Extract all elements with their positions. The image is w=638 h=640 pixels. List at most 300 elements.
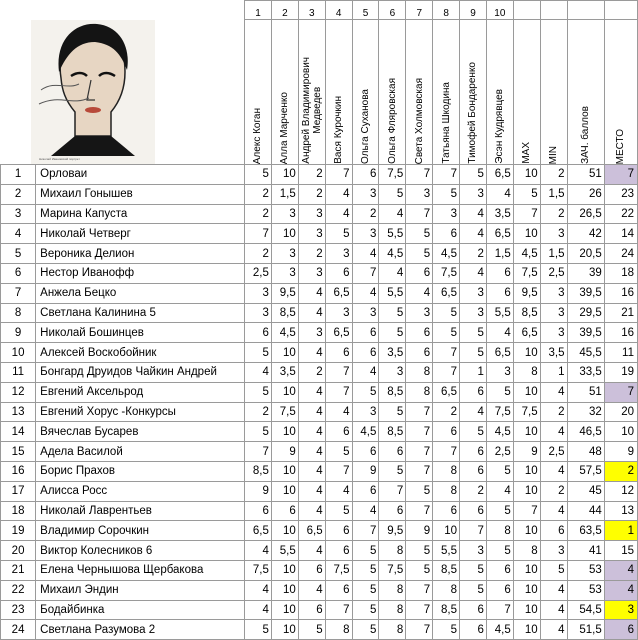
score-cell[interactable]: 10 <box>513 224 540 244</box>
score-cell[interactable]: 5 <box>245 382 272 402</box>
score-cell[interactable]: 3 <box>325 244 352 264</box>
score-cell[interactable]: 8 <box>513 541 540 561</box>
score-cell[interactable]: 2 <box>540 204 567 224</box>
score-cell[interactable]: 3 <box>325 303 352 323</box>
score-cell[interactable]: 10 <box>513 620 540 640</box>
score-cell[interactable]: 7 <box>433 165 460 185</box>
name-cell[interactable]: Евгений Хорус -Конкурсы <box>36 402 245 422</box>
score-cell[interactable]: 5 <box>406 224 433 244</box>
score-cell[interactable]: 4,5 <box>486 620 513 640</box>
score-cell[interactable]: 7,5 <box>513 263 540 283</box>
place-cell[interactable]: 4 <box>604 560 637 580</box>
score-cell[interactable]: 3 <box>352 184 379 204</box>
score-cell[interactable]: 6 <box>406 323 433 343</box>
score-cell[interactable]: 1 <box>540 362 567 382</box>
score-cell[interactable]: 3 <box>271 204 298 224</box>
row-number-cell[interactable]: 24 <box>1 620 36 640</box>
score-cell[interactable]: 4 <box>540 501 567 521</box>
score-cell[interactable]: 10 <box>271 560 298 580</box>
row-number-cell[interactable]: 17 <box>1 481 36 501</box>
score-cell[interactable]: 5 <box>460 343 487 363</box>
score-cell[interactable]: 3 <box>379 362 406 382</box>
score-cell[interactable]: 4 <box>298 580 325 600</box>
score-cell[interactable]: 5 <box>433 303 460 323</box>
score-cell[interactable]: 3 <box>540 323 567 343</box>
score-cell[interactable]: 7 <box>352 521 379 541</box>
score-cell[interactable]: 6 <box>352 165 379 185</box>
score-cell[interactable]: 4 <box>298 481 325 501</box>
score-cell[interactable]: 10 <box>271 165 298 185</box>
score-cell[interactable]: 10 <box>271 600 298 620</box>
score-cell[interactable]: 8,5 <box>433 560 460 580</box>
score-cell[interactable]: 4 <box>298 541 325 561</box>
score-cell[interactable]: 4 <box>298 501 325 521</box>
score-cell[interactable]: 2 <box>298 362 325 382</box>
score-cell[interactable]: 5 <box>460 165 487 185</box>
score-cell[interactable]: 10 <box>271 620 298 640</box>
score-cell[interactable]: 5 <box>486 541 513 561</box>
score-cell[interactable]: 3 <box>460 283 487 303</box>
row-number-cell[interactable]: 12 <box>1 382 36 402</box>
score-cell[interactable]: 4 <box>298 343 325 363</box>
score-cell[interactable]: 5 <box>325 501 352 521</box>
score-cell[interactable]: 4 <box>460 263 487 283</box>
score-cell[interactable]: 7 <box>379 481 406 501</box>
score-cell[interactable]: 8,5 <box>513 303 540 323</box>
score-cell[interactable]: 1 <box>460 362 487 382</box>
score-cell[interactable]: 3 <box>460 541 487 561</box>
score-cell[interactable]: 2 <box>298 165 325 185</box>
place-cell[interactable]: 23 <box>604 184 637 204</box>
score-cell[interactable]: 6 <box>352 323 379 343</box>
score-cell[interactable]: 5,5 <box>271 541 298 561</box>
score-cell[interactable]: 5 <box>433 323 460 343</box>
score-cell[interactable]: 4 <box>352 501 379 521</box>
score-cell[interactable]: 4 <box>540 382 567 402</box>
score-cell[interactable]: 10 <box>513 481 540 501</box>
score-cell[interactable]: 10 <box>513 343 540 363</box>
score-cell[interactable]: 5 <box>379 323 406 343</box>
score-cell[interactable]: 3 <box>406 303 433 323</box>
score-cell[interactable]: 3 <box>460 184 487 204</box>
score-cell[interactable]: 5 <box>460 580 487 600</box>
score-cell[interactable]: 4 <box>298 422 325 442</box>
score-cell[interactable]: 10 <box>513 560 540 580</box>
score-cell[interactable]: 4 <box>298 461 325 481</box>
score-cell[interactable]: 7 <box>406 501 433 521</box>
score-cell[interactable]: 5 <box>325 224 352 244</box>
score-cell[interactable]: 10 <box>513 461 540 481</box>
name-cell[interactable]: Светлана Разумова 2 <box>36 620 245 640</box>
score-cell[interactable]: 6 <box>352 442 379 462</box>
score-cell[interactable]: 5 <box>352 580 379 600</box>
score-cell[interactable]: 7,5 <box>325 560 352 580</box>
score-cell[interactable]: 7 <box>433 442 460 462</box>
score-cell[interactable]: 5 <box>352 382 379 402</box>
score-cell[interactable]: 8,5 <box>271 303 298 323</box>
row-number-cell[interactable]: 9 <box>1 323 36 343</box>
score-cell[interactable]: 7,5 <box>433 263 460 283</box>
row-number-cell[interactable]: 21 <box>1 560 36 580</box>
score-cell[interactable]: 6 <box>352 343 379 363</box>
score-cell[interactable]: 5,5 <box>486 303 513 323</box>
score-cell[interactable]: 45,5 <box>567 343 604 363</box>
place-cell[interactable]: 3 <box>604 600 637 620</box>
score-cell[interactable]: 4 <box>460 224 487 244</box>
score-cell[interactable]: 4 <box>540 620 567 640</box>
place-cell[interactable]: 9 <box>604 442 637 462</box>
score-cell[interactable]: 3 <box>245 283 272 303</box>
score-cell[interactable]: 4,5 <box>433 244 460 264</box>
score-cell[interactable]: 5 <box>406 244 433 264</box>
score-cell[interactable]: 3 <box>433 204 460 224</box>
score-cell[interactable]: 3 <box>298 323 325 343</box>
score-cell[interactable]: 4 <box>245 580 272 600</box>
score-cell[interactable]: 5 <box>352 541 379 561</box>
score-cell[interactable]: 2 <box>460 244 487 264</box>
place-cell[interactable]: 21 <box>604 303 637 323</box>
score-cell[interactable]: 53 <box>567 560 604 580</box>
score-cell[interactable]: 5 <box>379 184 406 204</box>
place-cell[interactable]: 19 <box>604 362 637 382</box>
name-cell[interactable]: Михаил Гонышев <box>36 184 245 204</box>
score-cell[interactable]: 42 <box>567 224 604 244</box>
name-cell[interactable]: Евгений Аксельрод <box>36 382 245 402</box>
score-cell[interactable]: 4 <box>298 382 325 402</box>
score-cell[interactable]: 5 <box>352 560 379 580</box>
score-cell[interactable]: 5 <box>245 343 272 363</box>
score-cell[interactable]: 8 <box>406 382 433 402</box>
score-cell[interactable]: 20,5 <box>567 244 604 264</box>
score-cell[interactable]: 8 <box>379 620 406 640</box>
row-number-cell[interactable]: 22 <box>1 580 36 600</box>
row-number-cell[interactable]: 16 <box>1 461 36 481</box>
score-cell[interactable]: 3 <box>298 204 325 224</box>
name-cell[interactable]: Марина Капуста <box>36 204 245 224</box>
score-cell[interactable]: 6,5 <box>513 323 540 343</box>
score-cell[interactable]: 63,5 <box>567 521 604 541</box>
score-cell[interactable]: 7 <box>406 600 433 620</box>
place-cell[interactable]: 24 <box>604 244 637 264</box>
score-cell[interactable]: 39,5 <box>567 283 604 303</box>
score-cell[interactable]: 2,5 <box>245 263 272 283</box>
score-cell[interactable]: 5 <box>460 422 487 442</box>
score-cell[interactable]: 8 <box>486 521 513 541</box>
score-cell[interactable]: 3 <box>352 402 379 422</box>
score-cell[interactable]: 2 <box>245 244 272 264</box>
score-cell[interactable]: 7,5 <box>271 402 298 422</box>
score-cell[interactable]: 6 <box>486 580 513 600</box>
score-cell[interactable]: 3,5 <box>271 362 298 382</box>
score-cell[interactable]: 2 <box>540 402 567 422</box>
score-cell[interactable]: 7 <box>406 165 433 185</box>
score-cell[interactable]: 4,5 <box>486 422 513 442</box>
score-cell[interactable]: 7 <box>406 580 433 600</box>
score-cell[interactable]: 4 <box>325 402 352 422</box>
score-cell[interactable]: 5,5 <box>379 283 406 303</box>
score-cell[interactable]: 6 <box>406 263 433 283</box>
score-cell[interactable]: 6,5 <box>433 283 460 303</box>
score-cell[interactable]: 7,5 <box>379 165 406 185</box>
score-cell[interactable]: 33,5 <box>567 362 604 382</box>
score-cell[interactable]: 54,5 <box>567 600 604 620</box>
score-cell[interactable]: 6 <box>245 501 272 521</box>
score-cell[interactable]: 3,5 <box>486 204 513 224</box>
score-cell[interactable]: 5 <box>245 422 272 442</box>
score-cell[interactable]: 8 <box>379 600 406 620</box>
score-cell[interactable]: 7 <box>325 362 352 382</box>
score-cell[interactable]: 6 <box>486 283 513 303</box>
score-cell[interactable]: 7 <box>433 343 460 363</box>
score-cell[interactable]: 6 <box>460 382 487 402</box>
score-cell[interactable]: 10 <box>271 224 298 244</box>
name-cell[interactable]: Виктор Колесников 6 <box>36 541 245 561</box>
score-cell[interactable]: 6,5 <box>486 224 513 244</box>
row-number-cell[interactable]: 13 <box>1 402 36 422</box>
score-cell[interactable]: 6 <box>352 481 379 501</box>
row-number-cell[interactable]: 8 <box>1 303 36 323</box>
score-cell[interactable]: 4 <box>298 303 325 323</box>
score-cell[interactable]: 5 <box>406 541 433 561</box>
score-cell[interactable]: 5,5 <box>379 224 406 244</box>
score-cell[interactable]: 5 <box>486 501 513 521</box>
score-cell[interactable]: 3 <box>486 362 513 382</box>
score-cell[interactable]: 8 <box>379 541 406 561</box>
score-cell[interactable]: 10 <box>513 165 540 185</box>
name-cell[interactable]: Алисса Росс <box>36 481 245 501</box>
score-cell[interactable]: 4 <box>486 323 513 343</box>
score-cell[interactable]: 3,5 <box>379 343 406 363</box>
score-cell[interactable]: 6 <box>245 323 272 343</box>
place-cell[interactable]: 2 <box>604 461 637 481</box>
score-cell[interactable]: 3 <box>460 303 487 323</box>
score-cell[interactable]: 10 <box>513 382 540 402</box>
score-cell[interactable]: 8 <box>433 580 460 600</box>
score-cell[interactable]: 4,5 <box>271 323 298 343</box>
place-cell[interactable]: 16 <box>604 283 637 303</box>
name-cell[interactable]: Елена Чернышова Щербакова <box>36 560 245 580</box>
score-cell[interactable]: 6 <box>325 521 352 541</box>
score-cell[interactable]: 6 <box>460 620 487 640</box>
score-cell[interactable]: 2,5 <box>486 442 513 462</box>
score-cell[interactable]: 51 <box>567 382 604 402</box>
score-cell[interactable]: 6 <box>486 263 513 283</box>
name-cell[interactable]: Адела Василой <box>36 442 245 462</box>
score-cell[interactable]: 7 <box>406 422 433 442</box>
score-cell[interactable]: 4,5 <box>513 244 540 264</box>
score-cell[interactable]: 9 <box>352 461 379 481</box>
score-cell[interactable]: 4 <box>325 184 352 204</box>
score-cell[interactable]: 51 <box>567 165 604 185</box>
score-cell[interactable]: 2 <box>540 165 567 185</box>
score-cell[interactable]: 5 <box>352 600 379 620</box>
row-number-cell[interactable]: 20 <box>1 541 36 561</box>
place-cell[interactable]: 10 <box>604 422 637 442</box>
score-cell[interactable]: 8 <box>433 461 460 481</box>
score-cell[interactable]: 46,5 <box>567 422 604 442</box>
place-cell[interactable]: 22 <box>604 204 637 224</box>
score-cell[interactable]: 41 <box>567 541 604 561</box>
score-cell[interactable]: 7 <box>486 600 513 620</box>
name-cell[interactable]: Борис Прахов <box>36 461 245 481</box>
name-cell[interactable]: Николай Четверг <box>36 224 245 244</box>
score-cell[interactable]: 6 <box>298 560 325 580</box>
score-cell[interactable]: 6,5 <box>325 323 352 343</box>
score-cell[interactable]: 10 <box>433 521 460 541</box>
place-cell[interactable]: 4 <box>604 580 637 600</box>
score-cell[interactable]: 2 <box>298 244 325 264</box>
score-cell[interactable]: 6 <box>379 442 406 462</box>
score-cell[interactable]: 3 <box>540 224 567 244</box>
score-cell[interactable]: 9,5 <box>271 283 298 303</box>
score-cell[interactable]: 6,5 <box>486 343 513 363</box>
score-cell[interactable]: 5 <box>245 620 272 640</box>
score-cell[interactable]: 4 <box>352 244 379 264</box>
score-cell[interactable]: 4 <box>406 283 433 303</box>
score-cell[interactable]: 6 <box>325 263 352 283</box>
score-cell[interactable]: 6,5 <box>433 382 460 402</box>
name-cell[interactable]: Светлана Калинина 5 <box>36 303 245 323</box>
score-cell[interactable]: 2 <box>245 402 272 422</box>
score-cell[interactable]: 6 <box>540 521 567 541</box>
name-cell[interactable]: Бонгард Друидов Чайкин Андрей <box>36 362 245 382</box>
score-cell[interactable]: 44 <box>567 501 604 521</box>
score-cell[interactable]: 8 <box>325 620 352 640</box>
score-cell[interactable]: 5 <box>486 461 513 481</box>
score-cell[interactable]: 3 <box>406 184 433 204</box>
score-cell[interactable]: 26,5 <box>567 204 604 224</box>
score-cell[interactable]: 5 <box>245 165 272 185</box>
score-cell[interactable]: 7 <box>406 204 433 224</box>
score-cell[interactable]: 7,5 <box>379 560 406 580</box>
score-cell[interactable]: 3 <box>298 224 325 244</box>
score-cell[interactable]: 10 <box>513 580 540 600</box>
score-cell[interactable]: 3 <box>540 283 567 303</box>
score-cell[interactable]: 6,5 <box>298 521 325 541</box>
score-cell[interactable]: 3 <box>271 244 298 264</box>
score-cell[interactable]: 7 <box>245 224 272 244</box>
score-cell[interactable]: 4 <box>352 283 379 303</box>
score-cell[interactable]: 10 <box>513 521 540 541</box>
score-cell[interactable]: 5 <box>379 461 406 481</box>
score-cell[interactable]: 39 <box>567 263 604 283</box>
score-cell[interactable]: 5 <box>433 184 460 204</box>
score-cell[interactable]: 7,5 <box>513 402 540 422</box>
score-cell[interactable]: 8 <box>406 362 433 382</box>
place-cell[interactable]: 11 <box>604 343 637 363</box>
name-cell[interactable]: Вячеслав Бусарев <box>36 422 245 442</box>
name-cell[interactable]: Владимир Сорочкин <box>36 521 245 541</box>
score-cell[interactable]: 5 <box>298 620 325 640</box>
score-cell[interactable]: 3,5 <box>540 343 567 363</box>
score-cell[interactable]: 4 <box>486 481 513 501</box>
score-cell[interactable]: 6 <box>271 501 298 521</box>
score-cell[interactable]: 4 <box>460 204 487 224</box>
row-number-cell[interactable]: 10 <box>1 343 36 363</box>
row-number-cell[interactable]: 14 <box>1 422 36 442</box>
score-cell[interactable]: 8,5 <box>379 382 406 402</box>
score-cell[interactable]: 3 <box>271 263 298 283</box>
score-cell[interactable]: 7 <box>245 442 272 462</box>
score-cell[interactable]: 39,5 <box>567 323 604 343</box>
score-cell[interactable]: 3 <box>352 303 379 323</box>
score-cell[interactable]: 8,5 <box>245 461 272 481</box>
score-cell[interactable]: 10 <box>271 343 298 363</box>
score-cell[interactable]: 4 <box>325 204 352 224</box>
place-cell[interactable]: 1 <box>604 521 637 541</box>
name-cell[interactable]: Николай Бошинцев <box>36 323 245 343</box>
score-cell[interactable]: 4 <box>298 442 325 462</box>
score-cell[interactable]: 45 <box>567 481 604 501</box>
score-cell[interactable]: 53 <box>567 580 604 600</box>
score-cell[interactable]: 7 <box>352 263 379 283</box>
row-number-cell[interactable]: 7 <box>1 283 36 303</box>
score-cell[interactable]: 6 <box>433 224 460 244</box>
score-cell[interactable]: 7 <box>406 402 433 422</box>
score-cell[interactable]: 10 <box>271 521 298 541</box>
score-cell[interactable]: 2 <box>245 184 272 204</box>
score-cell[interactable]: 7 <box>325 165 352 185</box>
score-cell[interactable]: 4 <box>540 422 567 442</box>
score-cell[interactable]: 4 <box>540 600 567 620</box>
place-cell[interactable]: 12 <box>604 481 637 501</box>
score-cell[interactable]: 57,5 <box>567 461 604 481</box>
score-cell[interactable]: 2 <box>540 481 567 501</box>
score-cell[interactable]: 8,5 <box>379 422 406 442</box>
score-cell[interactable]: 4 <box>379 263 406 283</box>
score-cell[interactable]: 8 <box>433 481 460 501</box>
score-cell[interactable]: 4,5 <box>352 422 379 442</box>
score-cell[interactable]: 9 <box>513 442 540 462</box>
place-cell[interactable]: 16 <box>604 323 637 343</box>
score-cell[interactable]: 4 <box>540 461 567 481</box>
score-cell[interactable]: 7 <box>513 204 540 224</box>
score-cell[interactable]: 4 <box>245 541 272 561</box>
score-cell[interactable]: 3 <box>540 303 567 323</box>
score-cell[interactable]: 6 <box>460 501 487 521</box>
name-cell[interactable]: Бодайбинка <box>36 600 245 620</box>
score-cell[interactable]: 9 <box>245 481 272 501</box>
score-cell[interactable]: 1,5 <box>540 244 567 264</box>
row-number-cell[interactable]: 6 <box>1 263 36 283</box>
score-cell[interactable]: 4 <box>379 204 406 224</box>
place-cell[interactable]: 13 <box>604 501 637 521</box>
score-cell[interactable]: 3 <box>540 541 567 561</box>
score-cell[interactable]: 6 <box>406 343 433 363</box>
score-cell[interactable]: 7,5 <box>245 560 272 580</box>
place-cell[interactable]: 20 <box>604 402 637 422</box>
score-cell[interactable]: 7 <box>406 442 433 462</box>
row-number-cell[interactable]: 3 <box>1 204 36 224</box>
row-number-cell[interactable]: 19 <box>1 521 36 541</box>
score-cell[interactable]: 10 <box>513 600 540 620</box>
score-cell[interactable]: 32 <box>567 402 604 422</box>
score-cell[interactable]: 26 <box>567 184 604 204</box>
score-cell[interactable]: 6 <box>325 580 352 600</box>
score-cell[interactable]: 10 <box>271 461 298 481</box>
score-cell[interactable]: 5,5 <box>433 541 460 561</box>
score-cell[interactable]: 2 <box>433 402 460 422</box>
score-cell[interactable]: 10 <box>271 580 298 600</box>
score-cell[interactable]: 5 <box>513 184 540 204</box>
score-cell[interactable]: 6 <box>460 461 487 481</box>
score-cell[interactable]: 5 <box>540 560 567 580</box>
score-cell[interactable]: 7 <box>513 501 540 521</box>
score-cell[interactable]: 7 <box>406 620 433 640</box>
score-cell[interactable]: 2,5 <box>540 442 567 462</box>
score-cell[interactable]: 4,5 <box>379 244 406 264</box>
name-cell[interactable]: Николай Лаврентьев <box>36 501 245 521</box>
